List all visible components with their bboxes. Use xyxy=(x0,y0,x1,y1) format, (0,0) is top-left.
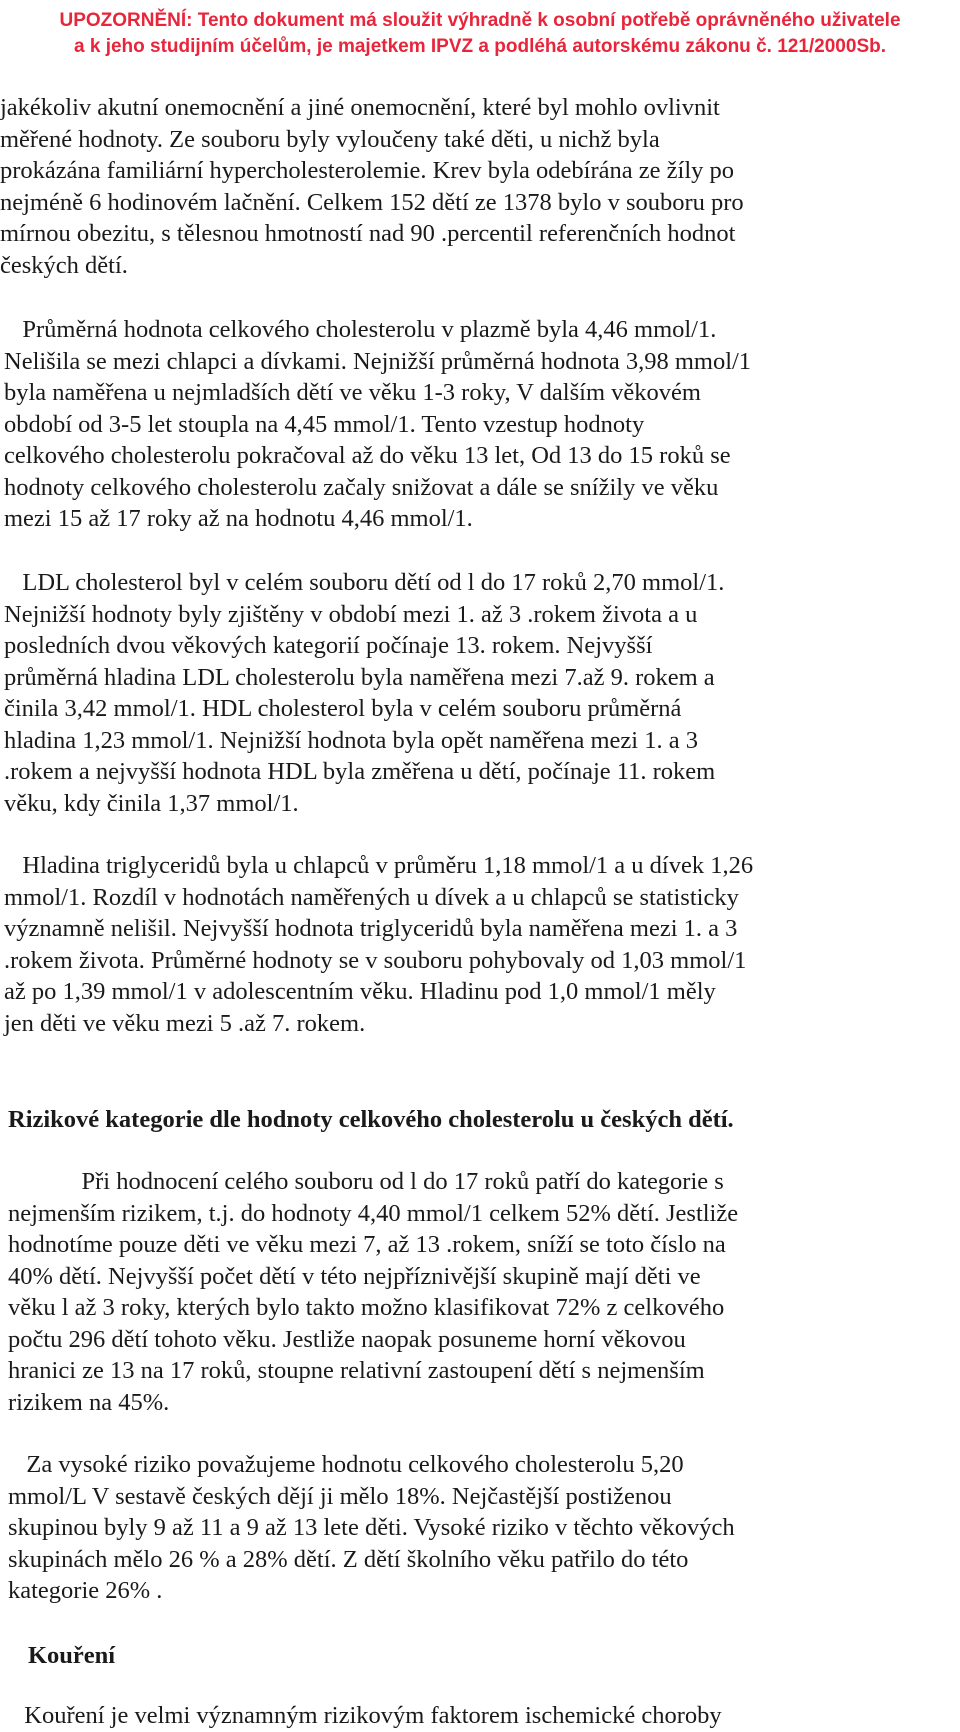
paragraph-risk-high xyxy=(8,1449,735,1607)
text-line: věku, kdy činila 1,37 mmol/1. xyxy=(4,789,299,817)
text-line: mmol/1. Rozdíl v hodnotách naměřených u dívek a u chlapců se statisticky xyxy=(4,883,739,911)
text-line: celkového cholesterolu pokračoval až do věku 13 let, Od 13 do 15 roků se xyxy=(4,442,731,469)
paragraph-smoking xyxy=(12,1700,722,1732)
paragraph-ldl-hdl xyxy=(4,567,724,819)
paragraph-exclusion-criteria xyxy=(0,92,744,281)
copyright-notice-line-2: a k jeho studijním účelům, je majetkem IPVZ a podléhá autorskému zákonu č. 121/2000Sb. xyxy=(74,36,886,57)
text-line: .rokem a nejvyšší hodnota HDL byla změřena u dětí, počínaje 11. rokem xyxy=(4,758,716,785)
text-line: významně nelišil. Nejvyšší hodnota triglyceridů byla naměřena mezi 1. a 3 xyxy=(4,915,738,942)
text-line: jen děti ve věku mezi 5 .až 7. rokem. xyxy=(4,1009,366,1037)
text-line: hodnoty celkového cholesterolu začaly snižovat a dále se snížily ve věku xyxy=(4,473,719,501)
text-line: hranici ze 13 na 17 roků, stoupne relativní zastoupení dětí s nejmenším xyxy=(8,1357,705,1384)
copyright-notice xyxy=(0,8,960,60)
paragraph-total-cholesterol xyxy=(4,314,751,535)
text-line: období od 3-5 let stoupla na 4,45 mmol/1. Tento vzestup hodnoty xyxy=(4,410,645,438)
text-line: Nelišila se mezi chlapci a dívkami. Nejnižší průměrná hodnota 3,98 mmol/1 xyxy=(4,347,752,375)
text-line: Hladina triglyceridů byla u chlapců v průměru 1,18 mmol/1 a u dívek 1,26 xyxy=(4,852,754,879)
text-line: kategorie 26% . xyxy=(8,1577,163,1604)
text-line: prokázána familiární hypercholesterolemie. Krev byla odebírána ze žíly po xyxy=(0,157,734,184)
section-heading-risk-categories: Rizikové kategorie dle hodnoty celkového cholesterolu u českých dětí. xyxy=(8,1106,734,1133)
text-line: LDL cholesterol byl v celém souboru dětí od l do 17 roků 2,70 mmol/1. xyxy=(4,569,725,596)
text-line: průměrná hladina LDL cholesterolu byla naměřena mezi 7.až 9. rokem a xyxy=(4,663,715,691)
text-line: jakékoliv akutní onemocnění a jiné onemocnění, které byl mohlo ovlivnit xyxy=(0,94,720,121)
text-line: mírnou obezitu, s tělesnou hmotností nad 90 .percentil referenčních hodnot xyxy=(0,220,736,247)
text-line: Průměrná hodnota celkového cholesterolu v plazmě byla 4,46 mmol/1. xyxy=(4,316,717,343)
text-line: posledních dvou věkových kategorií počínaje 13. rokem. Nejvyšší xyxy=(4,632,653,659)
text-line: 40% dětí. Nejvyšší počet dětí v této nejpříznivější skupině mají děti ve xyxy=(8,1262,701,1290)
text-line: počtu 296 dětí tohoto věku. Jestliže naopak posuneme horní věkovou xyxy=(8,1325,686,1353)
text-line: činila 3,42 mmol/1. HDL cholesterol byla v celém souboru průměrná xyxy=(4,695,682,722)
text-line: nejmenším rizikem, t.j. do hodnoty 4,40 mmol/1 celkem 52% dětí. Jestliže xyxy=(8,1199,739,1227)
text-line: Při hodnocení celého souboru od l do 17 roků patří do kategorie s xyxy=(8,1168,724,1195)
text-line: skupinách mělo 26 % a 28% dětí. Z dětí školního věku patřilo do této xyxy=(8,1545,689,1573)
text-line: až po 1,39 mmol/1 v adolescentním věku. Hladinu pod 1,0 mmol/1 měly xyxy=(4,978,716,1005)
text-line: měřené hodnoty. Ze souboru byly vyloučeny také děti, u nichž byla xyxy=(0,125,660,153)
text-line: byla naměřena u nejmladších dětí ve věku 1-3 roky, V dalším věkovém xyxy=(4,379,701,406)
text-line: skupinou byly 9 až 11 a 9 až 13 lete děti. Vysoké riziko v těchto věkových xyxy=(8,1514,735,1541)
paragraph-risk-low xyxy=(8,1166,738,1418)
text-line: .rokem života. Průměrné hodnoty se v souboru pohybovaly od 1,03 mmol/1 xyxy=(4,946,747,974)
text-line: Kouření je velmi významným rizikovým faktorem ischemické choroby xyxy=(12,1702,722,1729)
text-line: věku l až 3 roky, kterých bylo takto možno klasifikovat 72% z celkového xyxy=(8,1294,725,1321)
text-line: Za vysoké riziko považujeme hodnotu celkového cholesterolu 5,20 xyxy=(8,1451,684,1478)
text-line: mezi 15 až 17 roky až na hodnotu 4,46 mmol/1. xyxy=(4,505,473,532)
copyright-notice-line-1: UPOZORNĚNÍ: Tento dokument má sloužit výhradně k osobní potřebě oprávněného uživatele xyxy=(59,10,901,31)
text-line: hladina 1,23 mmol/1. Nejnižší hodnota byla opět naměřena mezi 1. a 3 xyxy=(4,726,698,754)
text-line: mmol/L V sestavě českých dějí ji mělo 18%. Nejčastější postiženou xyxy=(8,1482,672,1510)
paragraph-triglycerides xyxy=(4,850,753,1039)
text-line: nejméně 6 hodinovém lačnění. Celkem 152 dětí ze 1378 bylo v souboru pro xyxy=(0,188,744,216)
text-line: hodnotíme pouze děti ve věku mezi 7, až 13 .rokem, sníží se toto číslo na xyxy=(8,1231,726,1258)
section-heading-smoking: Kouření xyxy=(28,1642,116,1669)
text-line: Nejnižší hodnoty byly zjištěny v období mezi 1. až 3 .rokem života a u xyxy=(4,600,698,628)
text-line: rizikem na 45%. xyxy=(8,1388,170,1416)
text-line: českých dětí. xyxy=(0,251,128,279)
